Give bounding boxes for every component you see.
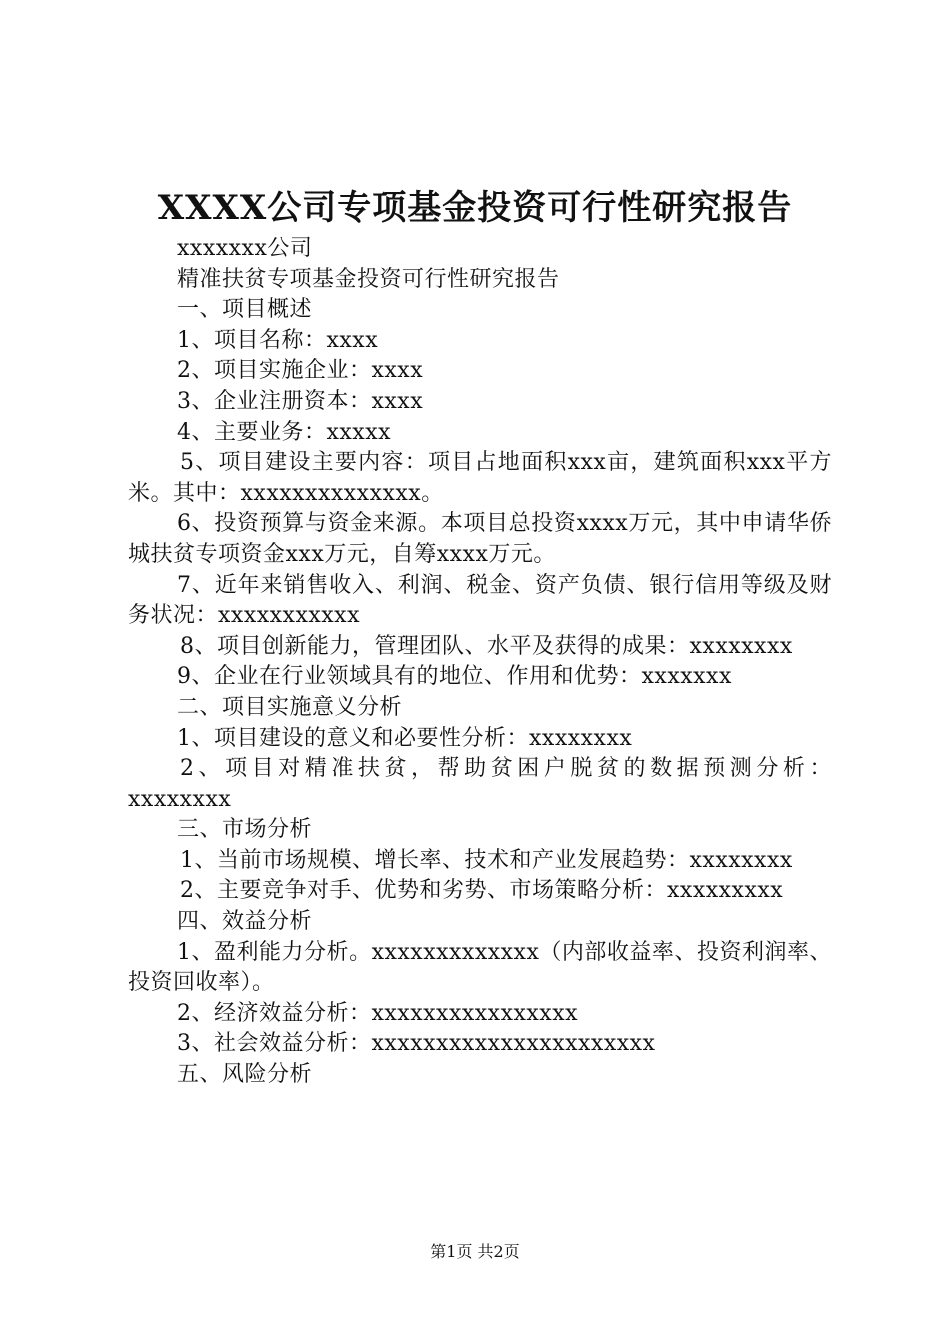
paragraph-item: 1、项目建设的意义和必要性分析：xxxxxxxx: [177, 725, 633, 751]
section-heading-risk: 五、风险分析: [177, 1062, 313, 1088]
section-heading-market: 三、市场分析: [177, 817, 313, 843]
document-title: XXXX公司专项基金投资可行性研究报告: [157, 188, 793, 228]
paragraph-company: xxxxxxx公司: [177, 236, 313, 261]
paragraph-item: 3、企业注册资本：xxxx: [177, 388, 424, 414]
page-number: 第1页 共2页: [430, 1242, 520, 1261]
paragraph-item: 1、盈利能力分析。xxxxxxxxxxxxx（内部收益率、投资利润率、投资回收率）。: [128, 939, 832, 996]
paragraph-item: 8、项目创新能力，管理团队、水平及获得的成果：xxxxxxxx: [180, 633, 793, 659]
paragraph-item: 7、近年来销售收入、利润、税金、资产负债、银行信用等级及财务状况：xxxxxxxxxxx: [128, 572, 832, 629]
section-heading-benefit: 四、效益分析: [177, 909, 313, 935]
paragraph-item: 4、主要业务：xxxxx: [177, 419, 392, 445]
paragraph-item: 5、项目建设主要内容：项目占地面积xxx亩，建筑面积xxx平方米。其中：xxxxxxxxxxxxxx。: [128, 450, 832, 506]
paragraph-report-name: 精准扶贫专项基金投资可行性研究报告: [177, 266, 560, 292]
section-heading-overview: 一、项目概述: [177, 297, 313, 323]
paragraph-item: 2、项目对精准扶贫，帮助贫困户脱贫的数据预测分析：xxxxxxxx: [128, 756, 832, 812]
paragraph-item: 1、当前市场规模、增长率、技术和产业发展趋势：xxxxxxxx: [180, 847, 793, 873]
paragraph-item: 1、项目名称：xxxx: [177, 327, 379, 353]
paragraph-item: 2、主要竞争对手、优势和劣势、市场策略分析：xxxxxxxxx: [180, 878, 784, 904]
paragraph-item: 2、项目实施企业：xxxx: [177, 358, 424, 384]
section-heading-significance: 二、项目实施意义分析: [177, 694, 403, 720]
document-body: [128, 234, 832, 1091]
paragraph-item: 3、社会效益分析：xxxxxxxxxxxxxxxxxxxxxx: [177, 1031, 656, 1057]
paragraph-item: 6、投资预算与资金来源。本项目总投资xxxx万元，其中申请华侨城扶贫专项资金xxx万元，自筹xxxx万元。: [128, 511, 832, 567]
paragraph-item: 9、企业在行业领域具有的地位、作用和优势：xxxxxxx: [177, 664, 732, 690]
paragraph-item: 2、经济效益分析：xxxxxxxxxxxxxxxx: [177, 1000, 579, 1026]
